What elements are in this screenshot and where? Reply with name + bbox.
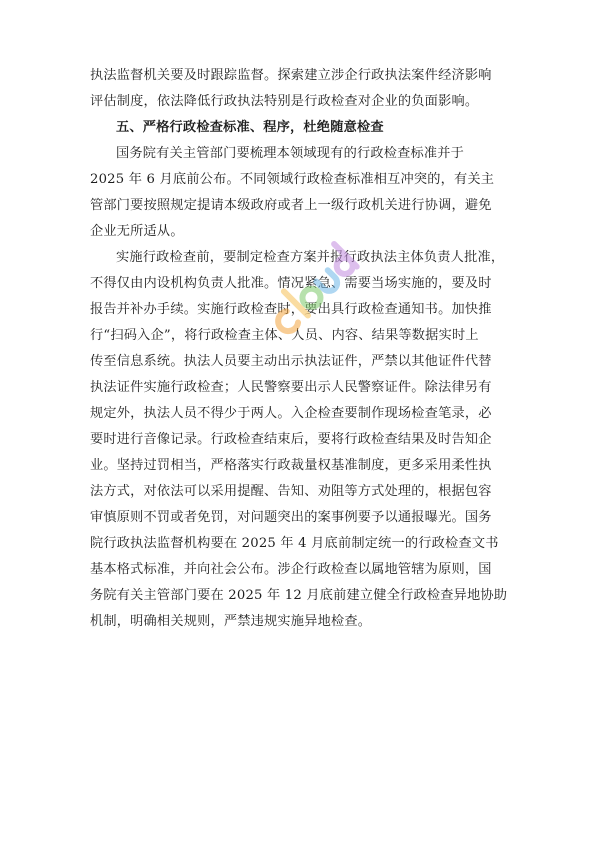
text-line: 务院有关主管部门要在 2025 年 12 月底前建立健全行政检查异地协助 — [90, 588, 508, 603]
text-line: 实施行政检查前，要制定检查方案并报行政执法主体负责人批准， — [116, 250, 505, 265]
text-line: 传至信息系统。执法人员要主动出示执法证件，严禁以其他证件代替 — [90, 354, 492, 369]
text-line: 管部门要按照规定提请本级政府或者上一级行政机关进行协调，避免 — [90, 198, 492, 213]
text-line: 评估制度，依法降低行政执法特别是行政检查对企业的负面影响。 — [90, 94, 479, 109]
text-line: 报告并补办手续。实施行政检查时，要出具行政检查通知书。加快推 — [90, 302, 492, 317]
text-line: 法方式，对依法可以采用提醒、告知、劝阻等方式处理的，根据包容 — [90, 484, 492, 499]
text-line: 业。坚持过罚相当，严格落实行政裁量权基准制度，更多采用柔性执 — [90, 458, 492, 473]
text-line: 机制，明确相关规则，严禁违规实施异地检查。 — [90, 614, 372, 629]
text-line: 企业无所适从。 — [90, 224, 184, 239]
text-line: 院行政执法监督机构要在 2025 年 4 月底前制定统一的行政检查文书 — [90, 536, 499, 551]
text-line: 2025 年 6 月底前公布。不同领域行政检查标准相互冲突的，有关主 — [90, 172, 495, 187]
text-line: 不得仅由内设机构负责人批准。情况紧急、需要当场实施的，要及时 — [90, 276, 492, 291]
cloud-watermark-logo — [240, 215, 390, 365]
section-heading: 五、严格行政检查标准、程序，杜绝随意检查 — [116, 120, 384, 135]
text-line: 审慎原则不罚或者免罚，对问题突出的案事例要予以通报曝光。国务 — [90, 510, 492, 525]
text-line: 规定外，执法人员不得少于两人。入企检查要制作现场检查笔录，必 — [90, 406, 492, 421]
text-line: 要时进行音像记录。行政检查结束后，要将行政检查结果及时告知企 — [90, 432, 492, 447]
text-line: 基本格式标准，并向社会公布。涉企行政检查以属地管辖为原则，国 — [90, 562, 492, 577]
text-line: 执法监督机关要及时跟踪监督。探索建立涉企行政执法案件经济影响 — [90, 68, 492, 83]
text-line: 执法证件实施行政检查；人民警察要出示人民警察证件。除法律另有 — [90, 380, 492, 395]
text-line: 国务院有关主管部门要梳理本领域现有的行政检查标准并于 — [116, 146, 465, 161]
text-line: 行“扫码入企”，将行政检查主体、人员、内容、结果等数据实时上 — [90, 328, 479, 343]
